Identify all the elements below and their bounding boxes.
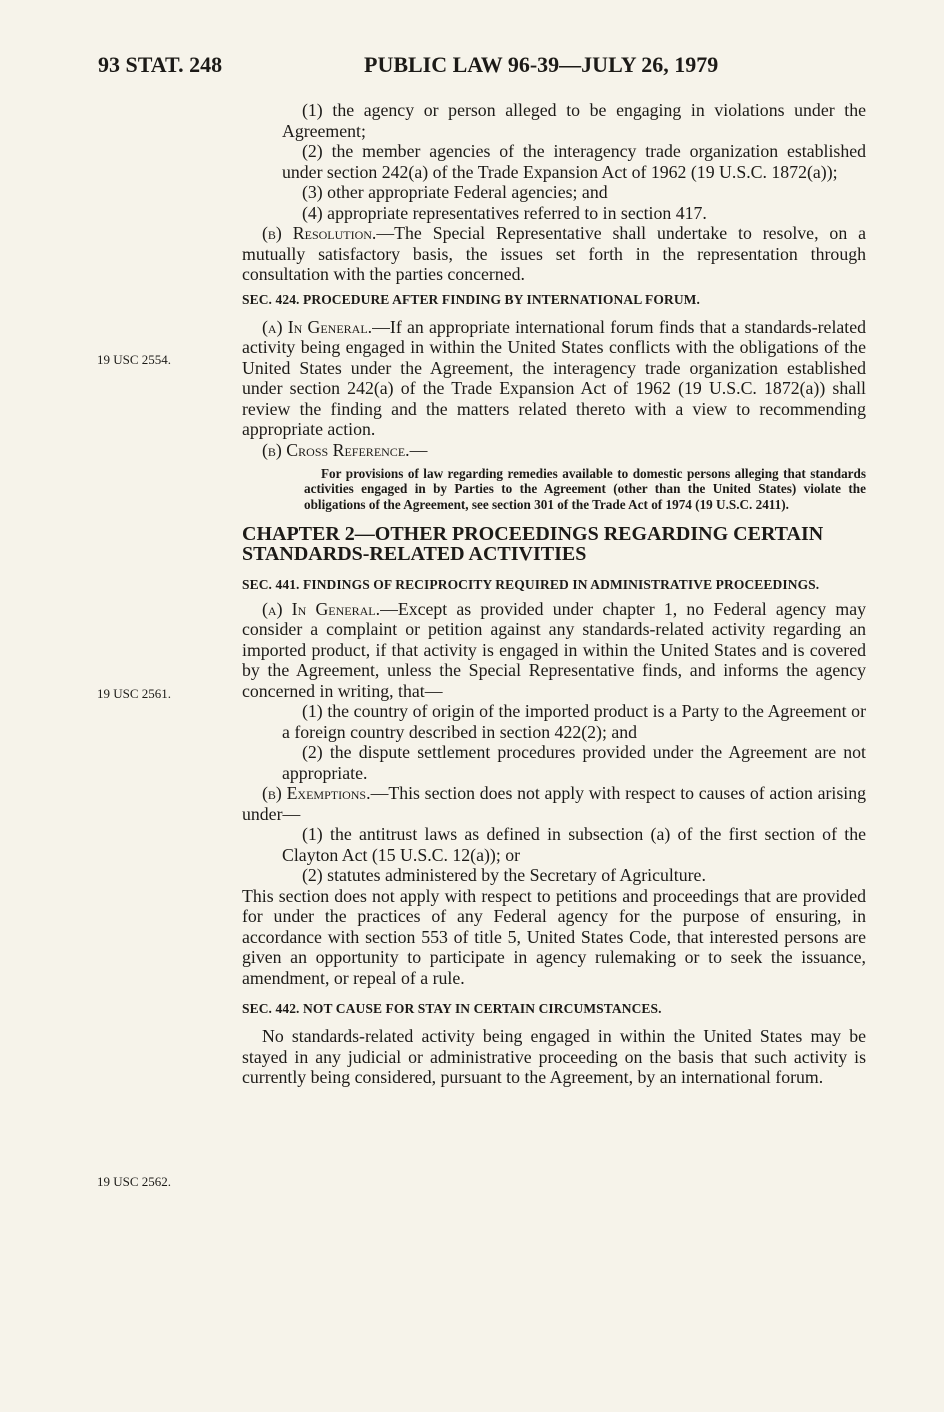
sec442-heading: SEC. 442. NOT CAUSE FOR STAY IN CERTAIN CIRCUMSTANCES.	[242, 1001, 662, 1017]
list-item-representatives: (4) appropriate representatives referred to in section 417.	[302, 202, 707, 223]
sec441-b-item-1: (1) the antitrust laws as defined in subsection (a) of the first section of the Clayton Act (15 U.S.C. 12(a)); or	[282, 824, 866, 865]
sec441-b-item-2: (2) statutes administered by the Secretary of Agriculture.	[302, 865, 706, 886]
sec424-subsection-a	[242, 317, 866, 440]
page-body	[242, 100, 866, 1088]
page-header	[98, 52, 868, 86]
sec441-a-item-2: (2) the dispute settlement procedures provided under the Agreement are not appropriate.	[282, 742, 866, 783]
sec424-subsection-b	[242, 440, 866, 461]
statute-page-number: 93 STAT. 248	[98, 52, 223, 77]
resolution-paragraph	[242, 223, 866, 285]
sec441-closing-paragraph: This section does not apply with respect to petitions and proceedings that are provided for under the practices of any Federal agency for the purpose of ensuring, in accordance with section 553 of title 5, United States Code, that interested persons are given an opportunity to participate in agency rulemaking or to seek the issuance, amendment, or repeal of a rule.	[242, 885, 866, 988]
sec441-b-label: (b) Exemptions.	[262, 783, 371, 804]
margin-note-sec441: 19 USC 2561.	[97, 686, 172, 701]
sec442-text: No standards-related activity being engaged in within the United States may be stayed in any judicial or administrative proceeding on the basis that such activity is currently being considered, pursuant to the Agreement, by an international forum.	[242, 1026, 866, 1088]
sec441-a-label: (a) In General.	[262, 598, 381, 619]
resolution-text: —The Special Representative shall undertake to resolve, on a mutually satisfactory basis, the issues set forth in the representation through consultation with the parties concerned.	[242, 223, 867, 284]
list-item-federal-agencies: (3) other appropriate Federal agencies; and	[302, 182, 608, 202]
sec424-a-text: —If an appropriate international forum finds that a standards-related activity being engaged in within the United States conflicts with the obligations of the United States under the Agreement, the interagency trade organization established under section 242(a) of the Trade Expansion Act of 1962 (19 U.S.C. 1872(a)) shall review the finding and the matters related thereto with a view to recommending appropriate action.	[242, 316, 866, 439]
sec424-b-text: —	[409, 439, 428, 460]
sec441-subsection-a	[242, 599, 866, 702]
margin-note-sec424: 19 USC 2554.	[97, 352, 172, 367]
chapter-2-title-line1: CHAPTER 2—OTHER PROCEEDINGS REGARDING CERTAIN	[242, 522, 824, 545]
sec441-a-item-1: (1) the country of origin of the imported product is a Party to the Agreement or a foreign country described in section 422(2); and	[282, 701, 866, 742]
sec441-heading: SEC. 441. FINDINGS OF RECIPROCITY REQUIRED IN ADMINISTRATIVE PROCEEDINGS.	[242, 576, 820, 592]
sec424-b-label: (b) Cross Reference.	[262, 439, 410, 460]
sec441-b-text: —This section does not apply with respect to causes of action arising under—	[242, 783, 866, 824]
sec424-a-label: (a) In General.	[262, 316, 373, 337]
chapter-2-title-line2: STANDARDS-RELATED ACTIVITIES	[242, 542, 587, 565]
margin-note-sec442: 19 USC 2562.	[97, 1174, 172, 1189]
list-item-agency-alleged: (1) the agency or person alleged to be engaging in violations under the Agreement;	[282, 100, 866, 141]
list-item-member-agencies: (2) the member agencies of the interagency trade organization established under section 242(a) of the Trade Expansion Act of 1962 (19 U.S.C. 1872(a));	[282, 141, 866, 182]
resolution-label: (b) Resolution.	[262, 223, 377, 243]
sec424-heading: SEC. 424. PROCEDURE AFTER FINDING BY INTERNATIONAL FORUM.	[242, 291, 700, 307]
cross-reference-note: For provisions of law regarding remedies available to domestic persons alleging that standards activities engaged in by Parties to the Agreement (other than the United States) violate the obligations of the Agreement, see section 301 of the Trade Act of 1974 (19 U.S.C. 2411).	[304, 466, 866, 512]
sec441-subsection-b	[242, 783, 866, 824]
sec441-a-text: —Except as provided under chapter 1, no Federal agency may consider a complaint or petition against any standards-related activity regarding an imported product, if that activity is engaged in within the United States and is covered by the Agreement, unless the Special Representative finds, and informs the agency concerned in writing, that—	[242, 598, 866, 701]
public-law-title: PUBLIC LAW 96-39—JULY 26, 1979	[364, 52, 719, 77]
